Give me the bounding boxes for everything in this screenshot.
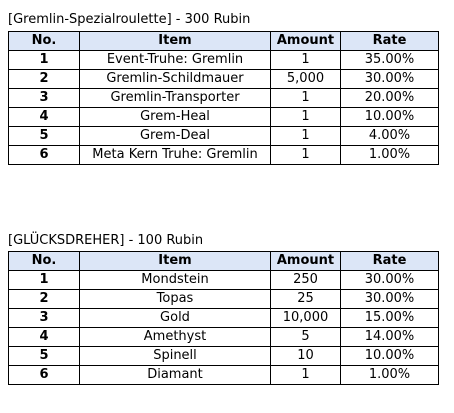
cell-rate: 15.00% [341, 309, 439, 328]
cell-amount: 5 [271, 328, 341, 347]
table-row [9, 70, 439, 89]
column-header-rate: Rate [341, 32, 439, 51]
cell-no: 5 [9, 347, 80, 366]
cell-rate: 4.00% [341, 127, 439, 146]
table-row [9, 146, 439, 165]
column-header-item: Item [80, 32, 271, 51]
cell-amount: 10 [271, 347, 341, 366]
table-row [9, 51, 439, 70]
cell-no: 6 [9, 146, 80, 165]
cell-item: Grem-Deal [80, 127, 271, 146]
table-row [9, 127, 439, 146]
table-row [9, 366, 439, 385]
cell-item: Spinell [80, 347, 271, 366]
cell-rate: 35.00% [341, 51, 439, 70]
cell-item: Meta Kern Truhe: Gremlin [80, 146, 271, 165]
cell-item: Topas [80, 290, 271, 309]
cell-no: 1 [9, 51, 80, 70]
table-row [9, 309, 439, 328]
column-header-no: No. [9, 32, 80, 51]
cell-amount: 1 [271, 127, 341, 146]
cell-amount: 1 [271, 89, 341, 108]
table-row [9, 347, 439, 366]
column-header-rate: Rate [341, 252, 439, 271]
cell-item: Mondstein [80, 271, 271, 290]
cell-no: 2 [9, 70, 80, 89]
cell-rate: 20.00% [341, 89, 439, 108]
cell-item: Grem-Heal [80, 108, 271, 127]
cell-rate: 30.00% [341, 290, 439, 309]
cell-item: Event-Truhe: Gremlin [80, 51, 271, 70]
table-header-row [9, 32, 439, 51]
cell-item: Gold [80, 309, 271, 328]
reward-table-gluecksdreher [8, 251, 439, 385]
cell-rate: 30.00% [341, 271, 439, 290]
cell-rate: 14.00% [341, 328, 439, 347]
cell-item: Diamant [80, 366, 271, 385]
cell-amount: 250 [271, 271, 341, 290]
cell-amount: 1 [271, 51, 341, 70]
cell-amount: 1 [271, 146, 341, 165]
table-row [9, 328, 439, 347]
column-header-amount: Amount [271, 32, 341, 51]
cell-amount: 25 [271, 290, 341, 309]
column-header-amount: Amount [271, 252, 341, 271]
table-row [9, 89, 439, 108]
cell-no: 5 [9, 127, 80, 146]
cell-no: 4 [9, 328, 80, 347]
cell-item: Gremlin-Transporter [80, 89, 271, 108]
reward-table-gremlin-roulette [8, 31, 439, 165]
table-title: [Gremlin-Spezialroulette] - 300 Rubin [8, 12, 251, 27]
cell-rate: 30.00% [341, 70, 439, 89]
column-header-no: No. [9, 252, 80, 271]
table-header-row [9, 252, 439, 271]
cell-rate: 10.00% [341, 347, 439, 366]
cell-amount: 1 [271, 108, 341, 127]
column-header-item: Item [80, 252, 271, 271]
table-row [9, 108, 439, 127]
cell-amount: 10,000 [271, 309, 341, 328]
cell-rate: 1.00% [341, 366, 439, 385]
table-row [9, 290, 439, 309]
cell-item: Amethyst [80, 328, 271, 347]
table-title: [GLÜCKSDREHER] - 100 Rubin [8, 233, 204, 248]
table-row [9, 271, 439, 290]
cell-amount: 5,000 [271, 70, 341, 89]
cell-no: 6 [9, 366, 80, 385]
cell-amount: 1 [271, 366, 341, 385]
cell-no: 3 [9, 309, 80, 328]
cell-no: 3 [9, 89, 80, 108]
cell-item: Gremlin-Schildmauer [80, 70, 271, 89]
cell-no: 4 [9, 108, 80, 127]
cell-rate: 10.00% [341, 108, 439, 127]
cell-rate: 1.00% [341, 146, 439, 165]
cell-no: 1 [9, 271, 80, 290]
cell-no: 2 [9, 290, 80, 309]
